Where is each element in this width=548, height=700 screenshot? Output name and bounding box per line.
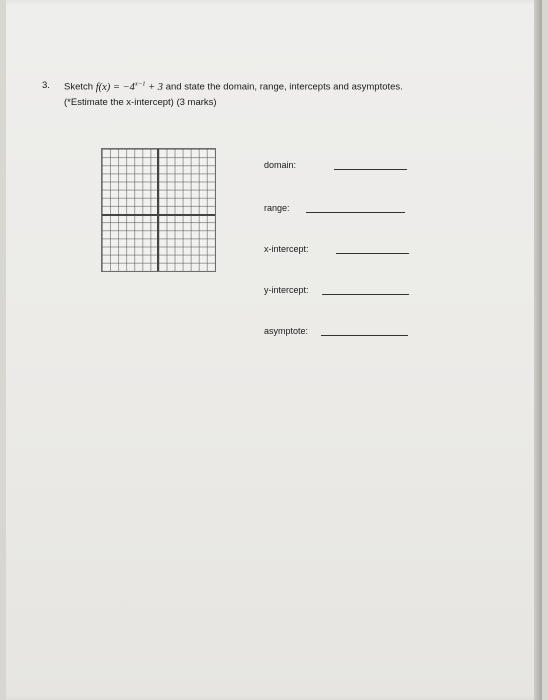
function-expression (96, 82, 163, 93)
y-intercept-field (264, 285, 309, 295)
asymptote-field (264, 326, 308, 336)
question-note: (*Estimate the x-intercept) (3 marks) (64, 97, 217, 108)
asymptote-label: asymptote: (264, 326, 309, 336)
y-intercept-label: y-intercept: (264, 285, 309, 295)
asymptote-answer-blank[interactable] (321, 335, 408, 336)
question-prefix: Sketch (64, 81, 94, 93)
x-intercept-label: x-intercept: (264, 244, 309, 254)
domain-answer-blank[interactable] (334, 169, 407, 170)
question-statement: and state the domain, range, intercepts and asymptotes. (165, 81, 403, 93)
x-intercept-answer-blank[interactable] (336, 253, 409, 254)
graph-grid[interactable] (101, 148, 216, 272)
domain-label: domain: (264, 160, 297, 170)
range-answer-blank[interactable] (306, 212, 405, 213)
worksheet-page (6, 0, 542, 700)
function-exponent: x−1 (134, 80, 146, 87)
question-prompt (64, 80, 403, 93)
y-axis (157, 149, 159, 271)
domain-field (264, 160, 296, 170)
range-label: range: (264, 203, 290, 213)
y-intercept-answer-blank[interactable] (322, 294, 409, 295)
x-axis (102, 214, 215, 216)
x-intercept-field (264, 244, 309, 254)
function-base: f(x) = −4 (95, 81, 135, 93)
function-tail: + 3 (145, 81, 164, 93)
question-number: 3. (42, 80, 50, 91)
range-field (264, 203, 290, 213)
page-edge-shadow (534, 0, 542, 700)
